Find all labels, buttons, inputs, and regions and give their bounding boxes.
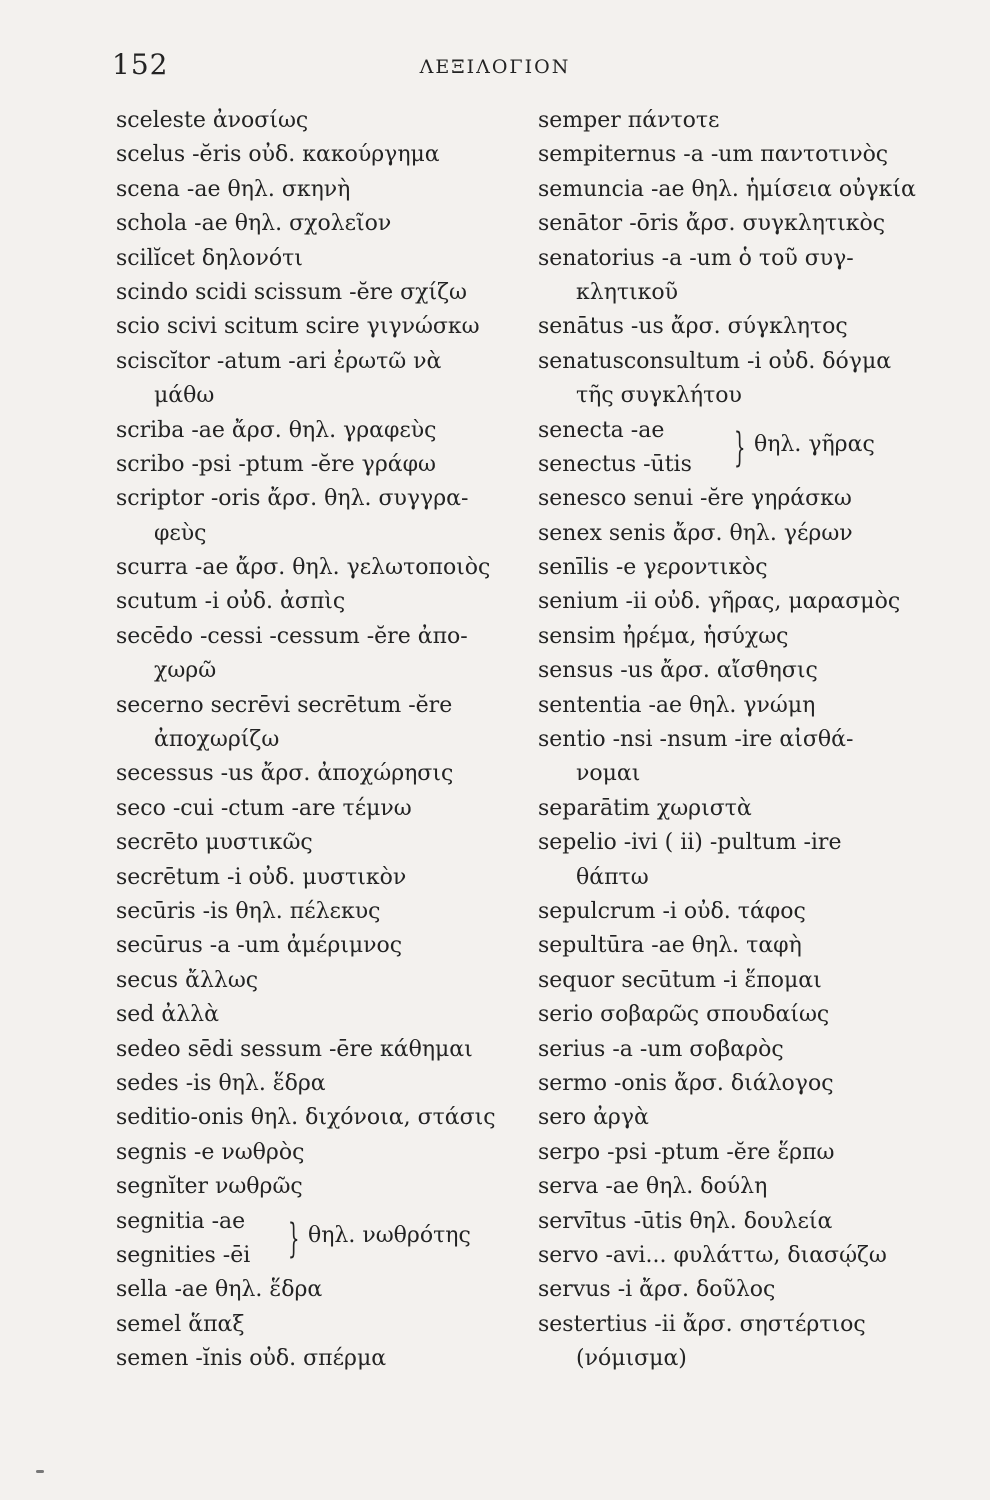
dictionary-entry: sententia -ae θηλ. γνώμη — [538, 692, 816, 718]
dictionary-entry: sestertius -ii ἄρσ. σηστέρτιος — [538, 1311, 866, 1337]
brace-entry — [538, 414, 958, 483]
dictionary-entry: secēdo -cessi -cessum -ĕre ἀπο- — [116, 623, 468, 649]
dictionary-entry: serpo -psi -ptum -ĕre ἕρπω — [538, 1139, 835, 1165]
dictionary-entry: senatorius -a -um ὁ τοῦ συγ- — [538, 245, 854, 271]
page-number: 152 — [112, 48, 169, 81]
dictionary-entry: separātim χωριστὰ — [538, 795, 752, 821]
dictionary-entry: serius -a -um σοβαρὸς — [538, 1036, 784, 1062]
dictionary-entry: serva -ae θηλ. δούλη — [538, 1174, 768, 1200]
dictionary-entry: sepulcrum -i οὐδ. τάφος — [538, 899, 806, 924]
dictionary-entry: secūrus -a -um ἀμέριμνος — [116, 933, 403, 959]
page-speck — [36, 1470, 44, 1473]
dictionary-entry: secrētum -i οὐδ. μυστικὸν — [116, 864, 407, 890]
dictionary-entry: schola -ae θηλ. σχολεῖον — [116, 211, 392, 237]
dictionary-entry: sequor secūtum -i ἕπομαι — [538, 967, 822, 993]
dictionary-entry: scribo -psi -ptum -ĕre γράφω — [116, 451, 436, 477]
dictionary-entry: servītus -ūtis θηλ. δουλεία — [538, 1208, 833, 1234]
brace-entry — [116, 1205, 526, 1274]
entry-gloss: θηλ. γῆρας — [754, 431, 875, 457]
dictionary-entry: secrēto μυστικῶς — [116, 830, 313, 856]
entry-continuation: φεὺς — [154, 520, 207, 546]
curly-brace-glyph: } — [734, 424, 746, 471]
entry-continuation: ἀποχωρίζω — [154, 727, 280, 753]
dictionary-entry: secerno secrēvi secrētum -ĕre — [116, 692, 453, 718]
dictionary-entry: secessus -us ἄρσ. ἀποχώρησις — [116, 761, 454, 787]
dictionary-entry: scutum -i οὐδ. ἀσπὶς — [116, 589, 346, 615]
running-title: ΛΕΞΙΛΟΓΙΟΝ — [419, 56, 571, 78]
entry-continuation: νομαι — [576, 761, 641, 787]
dictionary-entry: scio scivi scitum scire γιγνώσκω — [116, 314, 480, 340]
curly-brace-glyph: } — [288, 1215, 300, 1262]
entry-continuation: τῆς συγκλήτου — [576, 383, 742, 409]
dictionary-entry: serio σοβαρῶς σπουδαίως — [538, 1002, 830, 1028]
dictionary-entry: semuncia -ae θηλ. ἡμίσεια οὐγκία — [538, 176, 916, 202]
dictionary-entry: servo -avi... φυλάττω, διασῴζω — [538, 1242, 887, 1268]
dictionary-entry: sedes -is θηλ. ἕδρα — [116, 1070, 326, 1096]
dictionary-entry: sciscĭtor -atum -ari ἐρωτῶ νὰ — [116, 348, 442, 374]
entry-gloss: θηλ. νωθρότης — [308, 1222, 471, 1248]
dictionary-entry: senātus -us ἄρσ. σύγκλητος — [538, 314, 848, 340]
dictionary-entry: semper πάντοτε — [538, 108, 720, 133]
dictionary-entry: senesco senui -ĕre γηράσκω — [538, 486, 852, 512]
dictionary-entry: semen -ĭnis οὐδ. σπέρμα — [116, 1346, 387, 1372]
dictionary-entry: senium -ii οὐδ. γῆρας, μαρασμὸς — [538, 589, 901, 615]
dictionary-entry: scilĭcet δηλονότι — [116, 245, 303, 271]
dictionary-entry: scindo scidi scissum -ĕre σχίζω — [116, 279, 467, 305]
dictionary-entry: senātor -ōris ἄρσ. συγκλητικὸς — [538, 211, 886, 237]
dictionary-entry: segnis -e νωθρὸς — [116, 1139, 305, 1165]
dictionary-entry: scriptor -oris ἄρσ. θηλ. συγγρα- — [116, 486, 469, 512]
dictionary-entry: senīlis -e γεροντικὸς — [538, 555, 768, 581]
left-column — [116, 104, 526, 1376]
dictionary-entry: segnĭter νωθρῶς — [116, 1174, 303, 1200]
entry-headword: senectus -ūtis — [538, 451, 692, 477]
dictionary-entry: sero ἀργὰ — [538, 1105, 649, 1131]
entry-headword: segnities -ēi — [116, 1242, 251, 1268]
dictionary-entry: servus -i ἄρσ. δοῦλος — [538, 1277, 776, 1303]
dictionary-entry: semel ἅπαξ — [116, 1311, 245, 1337]
dictionary-entry: sensus -us ἄρσ. αἴσθησις — [538, 658, 818, 684]
entry-continuation: θάπτω — [576, 864, 649, 890]
dictionary-entry: sedeo sēdi sessum -ēre κάθημαι — [116, 1036, 473, 1062]
right-column — [538, 104, 958, 1376]
dictionary-entry: scriba -ae ἄρσ. θηλ. γραφεὺς — [116, 417, 437, 443]
entry-headword: senecta -ae — [538, 417, 665, 443]
dictionary-entry: sempiternus -a -um παντοτινὸς — [538, 142, 889, 168]
dictionary-entry: sed ἀλλὰ — [116, 1002, 219, 1028]
dictionary-entry: sepultūra -ae θηλ. ταφὴ — [538, 933, 802, 959]
entry-continuation: χωρῶ — [154, 658, 217, 684]
entry-continuation: (νόμισμα) — [576, 1346, 687, 1372]
dictionary-entry: secūris -is θηλ. πέλεκυς — [116, 898, 381, 924]
dictionary-entry: seditio-onis θηλ. διχόνοια, στάσις — [116, 1105, 496, 1131]
dictionary-entry: sella -ae θηλ. ἕδρα — [116, 1277, 323, 1303]
dictionary-entry: scurra -ae ἄρσ. θηλ. γελωτοποιὸς — [116, 555, 491, 581]
dictionary-entry: scelus -ĕris οὐδ. κακούργημα — [116, 142, 440, 168]
dictionary-entry: sentio -nsi -nsum -ire αἰσθά- — [538, 727, 854, 753]
entry-continuation: μάθω — [154, 383, 215, 409]
page-header — [0, 48, 990, 88]
entry-headword: segnitia -ae — [116, 1208, 246, 1234]
dictionary-entry: scena -ae θηλ. σκηνὴ — [116, 176, 351, 202]
dictionary-entry: seco -cui -ctum -are τέμνω — [116, 795, 412, 821]
entry-continuation: κλητικοῦ — [576, 279, 679, 305]
dictionary-entry: sepelio -ivi ( ii) -pultum -ire — [538, 830, 842, 856]
dictionary-entry: sceleste ἀνοσίως — [116, 108, 309, 133]
dictionary-entry: secus ἄλλως — [116, 967, 259, 993]
dictionary-entry: senex senis ἄρσ. θηλ. γέρων — [538, 520, 853, 546]
dictionary-entry: sermo -onis ἄρσ. διάλογος — [538, 1070, 834, 1096]
dictionary-entry: senatusconsultum -i οὐδ. δόγμα — [538, 348, 892, 374]
dictionary-entry: sensim ἠρέμα, ἡσύχως — [538, 623, 789, 649]
